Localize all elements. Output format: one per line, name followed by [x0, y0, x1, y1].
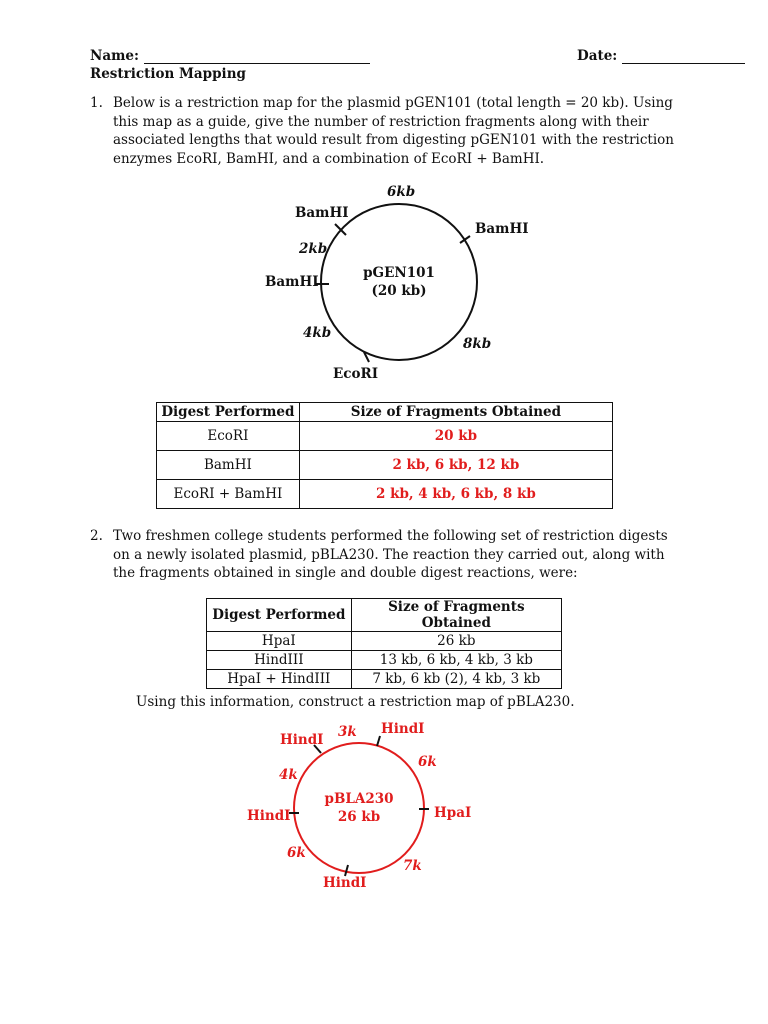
map-instruction: Using this information, construct a restriction map of pBLA230.: [136, 694, 575, 710]
table-1-answer-ecori[interactable]: 20 kb: [299, 422, 612, 451]
table-2-header-digest: Digest Performed: [207, 599, 352, 632]
table-2-digest-hindiii: HindIII: [207, 651, 352, 670]
pbla230-circle: [294, 743, 424, 873]
label-4k: 4k: [279, 767, 298, 783]
hindi-site-top-right: [377, 736, 380, 746]
label-8kb: 8kb: [463, 336, 492, 352]
name-label: Name:: [90, 48, 139, 64]
label-6k-left: 6k: [287, 845, 306, 861]
label-bamhi-right: BamHI: [475, 221, 529, 237]
question-2-number: 2.: [90, 528, 103, 544]
table-2-digest-double: HpaI + HindIII: [207, 670, 352, 689]
page-title: Restriction Mapping: [90, 66, 246, 82]
table-1-header-digest: Digest Performed: [157, 403, 300, 422]
label-bamhi-upper-left: BamHI: [295, 205, 349, 221]
table-1-header-fragments: Size of Fragments Obtained: [299, 403, 612, 422]
label-hindi-top-right: HindI: [381, 721, 425, 737]
label-hindi-bottom: HindI: [323, 875, 367, 891]
table-1-digest-double: EcoRI + BamHI: [157, 480, 300, 509]
table-2-header-fragments: Size of Fragments Obtained: [351, 599, 561, 632]
label-hpai: HpaI: [434, 805, 472, 821]
label-7k: 7k: [403, 858, 422, 874]
label-ecori: EcoRI: [333, 366, 379, 382]
label-3k: 3k: [338, 724, 357, 740]
label-hindi-left: HindI: [247, 808, 291, 824]
pgen101-name: pGEN101: [363, 265, 435, 281]
label-2kb: 2kb: [299, 241, 328, 257]
table-2-fragments-double: 7 kb, 6 kb (2), 4 kb, 3 kb: [351, 670, 561, 689]
table-2-fragments-hpai: 26 kb: [351, 632, 561, 651]
label-hindi-top-left: HindI: [280, 732, 324, 748]
label-4kb: 4kb: [303, 325, 332, 341]
table-1-answer-double[interactable]: 2 kb, 4 kb, 6 kb, 8 kb: [299, 480, 612, 509]
table-2-digest-hpai: HpaI: [207, 632, 352, 651]
table-1-digest-ecori: EcoRI: [157, 422, 300, 451]
label-bamhi-left: BamHI: [265, 274, 319, 290]
pgen101-size: (20 kb): [371, 283, 427, 299]
pbla230-size: 26 kb: [337, 809, 381, 825]
table-1-answer-bamhi[interactable]: 2 kb, 6 kb, 12 kb: [299, 451, 612, 480]
question-1-number: 1.: [90, 95, 103, 111]
question-2-text: Two freshmen college students performed the following set of restriction digests on a newly isolated plasmid, pBLA230. The reaction they carried out, along with the fragments obtained in single and double digest reactions, were:: [113, 528, 668, 581]
table-1-digest-bamhi: BamHI: [157, 451, 300, 480]
question-1-text: Below is a restriction map for the plasmid pGEN101 (total length = 20 kb). Using this map as a guide, give the number of restriction fragments along with their associated lengths that would result from digesting pGEN101 with the restriction enzymes EcoRI, BamHI, and a combination of EcoRI + BamHI.: [113, 95, 674, 167]
table-2-fragments-hindiii: 13 kb, 6 kb, 4 kb, 3 kb: [351, 651, 561, 670]
date-label: Date:: [577, 48, 618, 64]
label-6k-right: 6k: [418, 754, 437, 770]
pbla230-name: pBLA230: [324, 791, 394, 807]
label-6kb: 6kb: [387, 184, 416, 200]
